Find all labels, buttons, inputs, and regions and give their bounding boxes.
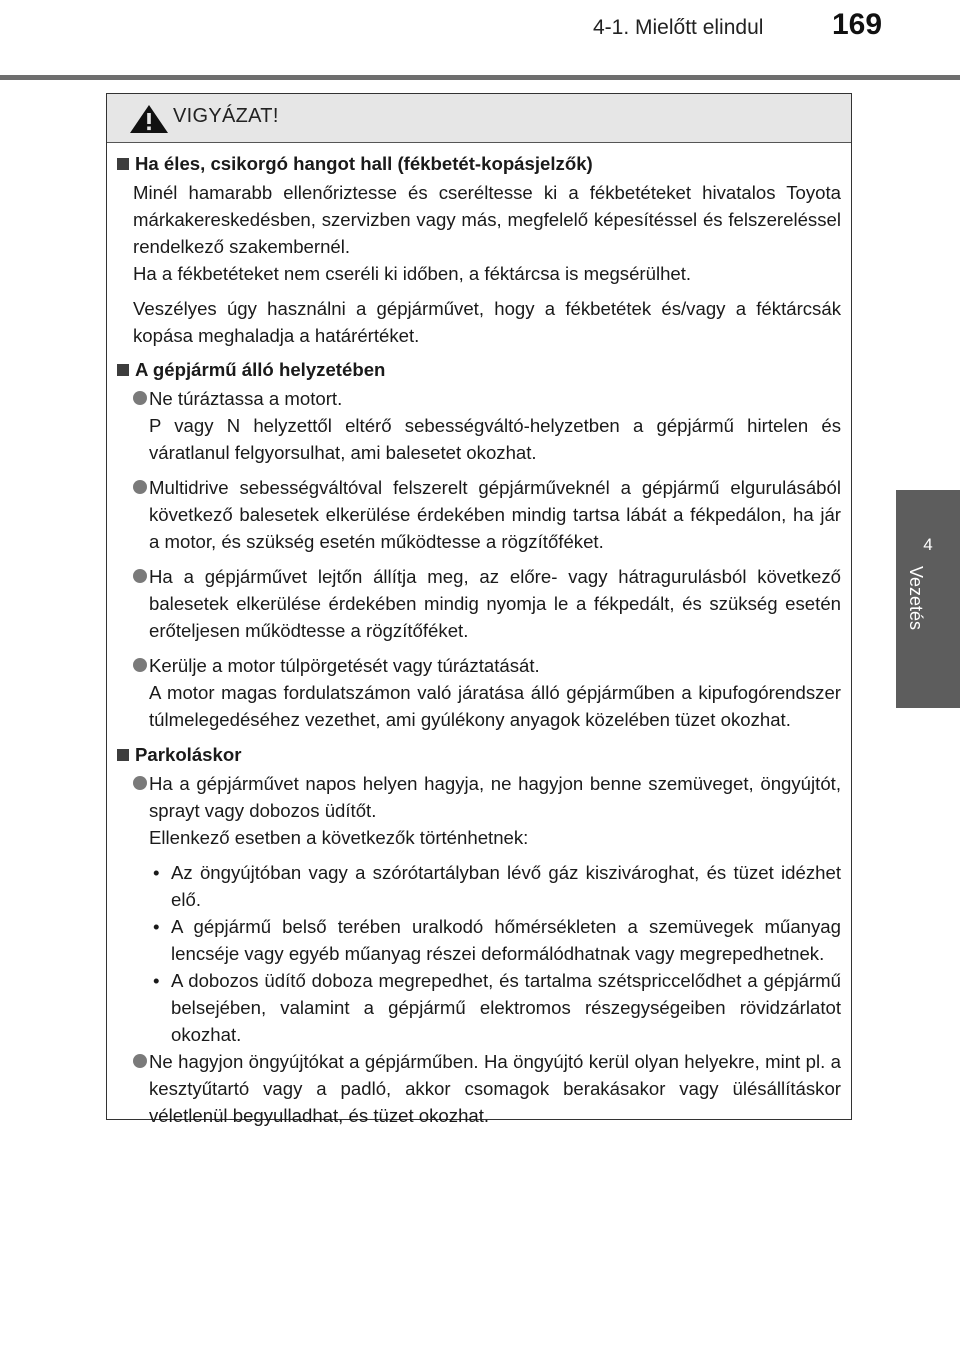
section-heading: Parkoláskor	[115, 741, 841, 768]
warning-box	[106, 93, 852, 1126]
square-bullet-icon	[117, 364, 129, 376]
sub-list-item: • A dobozos üdítő doboza megrepedhet, és tartalma szétspriccelődhet a gépjármű belsejében, valamint a gépjármű elektromos részegységeiben rövidzárlatot okozhat.	[153, 970, 841, 1045]
list-item: Multidrive sebességváltóval felszerelt gépjárműveknél a gépjármű elgurulásából következő balesetek elkerülése érdekében mindig tartsa lábát a fékpedálon, ha jár a motor, és szükség esetén működtesse a rögzítőféket.	[115, 474, 841, 555]
section-title: 4-1. Mielőtt elindul	[593, 16, 764, 39]
paragraph: Veszélyes úgy használni a gépjárművet, hogy a fékbetétek és/vagy a féktárcsák kopása meghaladja a határértéket.	[133, 298, 841, 346]
list-item: Kerülje a motor túlpörgetését vagy túráztatását. A motor magas fordulatszámon való járatása álló gépjárműben a kipufogórendszer túlmelegedéséhez vezethet, ami gyúlékony anyagok közelében tüzet okozhat.	[115, 652, 841, 733]
round-bullet-icon	[133, 569, 147, 583]
page-header	[0, 0, 960, 80]
round-bullet-icon	[133, 480, 147, 494]
square-bullet-icon	[117, 749, 129, 761]
list-item: Ha a gépjárművet lejtőn állítja meg, az előre- vagy hátragurulásból következő balesetek elkerülése érdekében mindig nyomja le a fékpedált, és szükség esetén erőteljesen működtesse a rögzítőféket.	[115, 563, 841, 644]
warning-title: VIGYÁZAT!	[173, 105, 279, 127]
header-rule	[0, 75, 960, 80]
chapter-number: 4	[923, 535, 933, 554]
list-item: Ha a gépjárművet napos helyen hagyja, ne hagyjon benne szemüveget, öngyújtót, sprayt vagy dobozos üdítőt. Ellenkező esetben a következők történhetnek:	[115, 770, 841, 851]
warning-triangle-icon	[129, 104, 169, 134]
chapter-label: Vezetés	[906, 565, 926, 631]
list-item: Ne hagyjon öngyújtókat a gépjárműben. Ha öngyújtó kerül olyan helyekre, mint pl. a kesztyűtartó vagy a padló, akkor csomagok berakásakor vagy ülésállításkor véletlenül begyulladhat, és tüzet okozhat.	[115, 1048, 841, 1129]
warning-content	[115, 150, 841, 1137]
round-bullet-icon	[133, 776, 147, 790]
list-item: Ne túráztassa a motort. P vagy N helyzettől eltérő sebességváltó-helyzetben a gépjármű hirtelen és váratlanul felgyorsulhat, ami balesetet okozhat.	[115, 385, 841, 466]
round-bullet-icon	[133, 391, 147, 405]
sub-list-item: • Az öngyújtóban vagy a szórótartályban lévő gáz kiszivároghat, és tüzet idézhet elő.	[153, 862, 841, 910]
sub-list-item: • A gépjármű belső terében uralkodó hőmérsékleten a szemüvegek műanyag lencséje vagy egyéb műanyag részei deformálódhatnak vagy megrepedhetnek.	[153, 916, 841, 964]
paragraph: Minél hamarabb ellenőriztesse és cseréltesse ki a fékbetéteket hivatalos Toyota márkakereskedésben, szervizben vagy más, megfelelő képesítéssel és felszereléssel rendelkező szakembernél. Ha a fékbetéteket nem cseréli ki időben, a féktárcsa is megsérülhet.	[133, 182, 841, 284]
round-bullet-icon	[133, 658, 147, 672]
round-bullet-icon	[133, 1054, 147, 1068]
section-heading: A gépjármű álló helyzetében	[115, 356, 841, 383]
chapter-tab	[896, 490, 960, 708]
section-heading: Ha éles, csikorgó hangot hall (fékbetét-kopásjelzők)	[115, 150, 841, 177]
page-number: 169	[832, 8, 883, 41]
warning-header	[107, 94, 851, 143]
square-bullet-icon	[117, 158, 129, 170]
